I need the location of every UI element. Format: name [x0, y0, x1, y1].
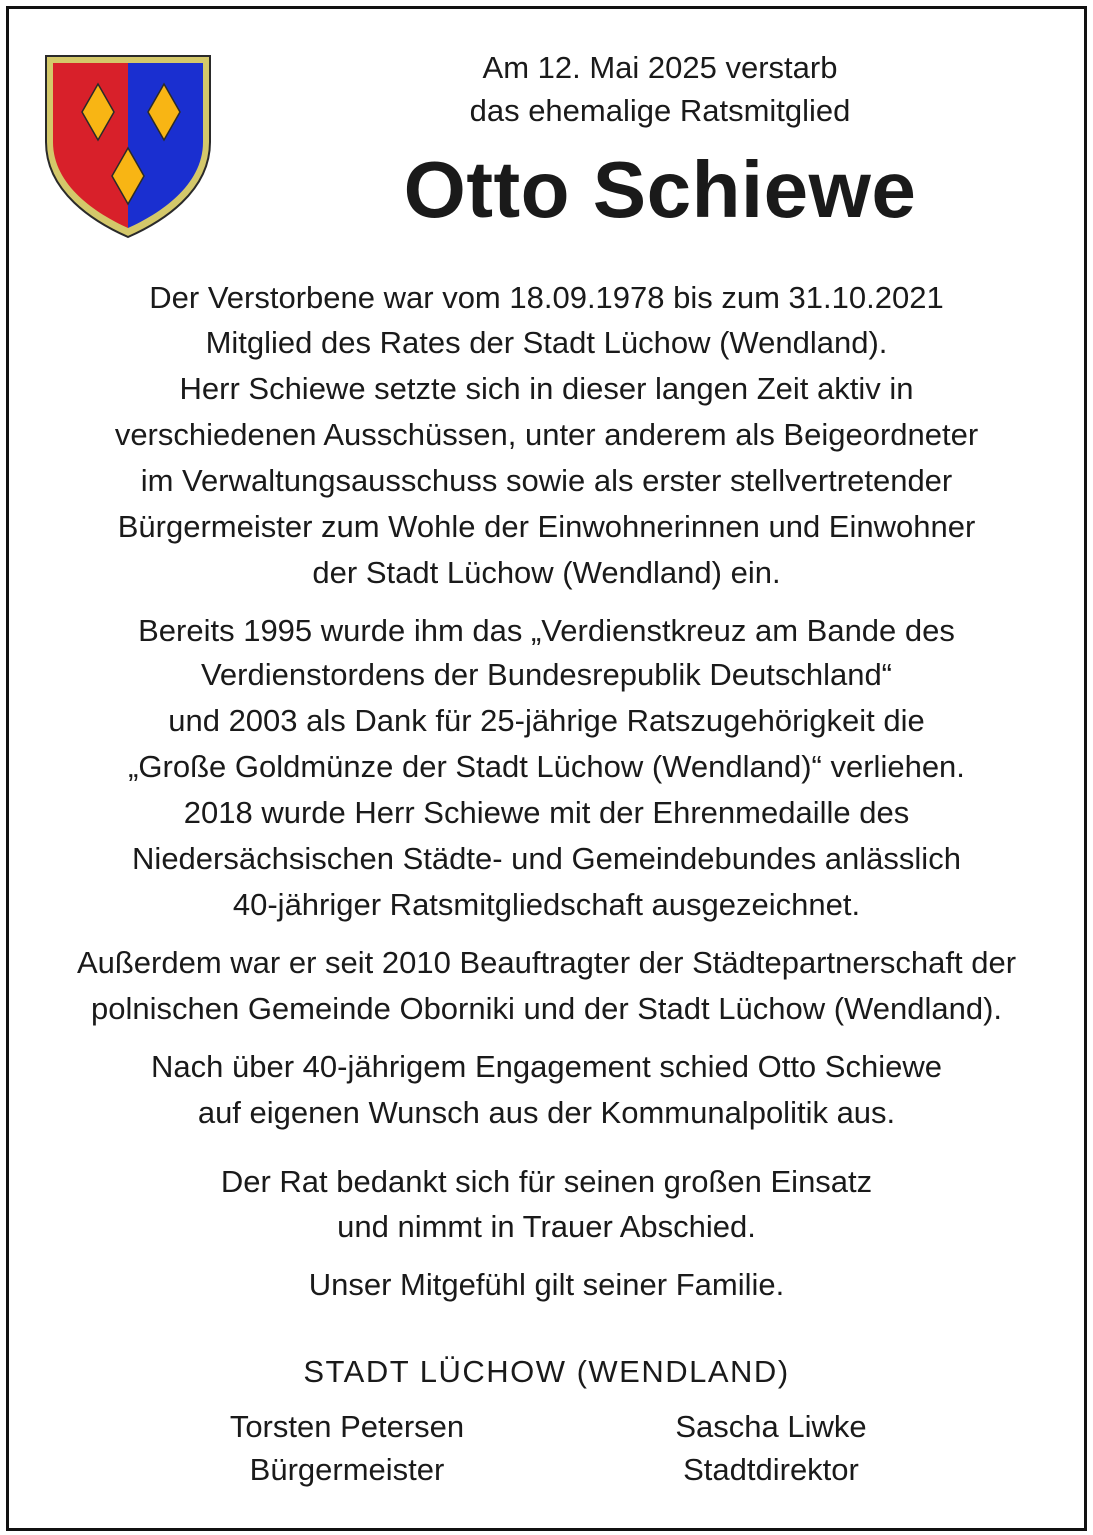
body-line: Mitglied des Rates der Stadt Lüchow (Wendland). [205, 325, 888, 360]
body-line: auf eigenen Wunsch aus der Kommunalpolitik aus. [197, 1095, 896, 1130]
body-line: Verdienstordens der Bundesrepublik Deutschland“ [200, 657, 893, 692]
signatory-title: Stadtdirektor [683, 1452, 859, 1487]
body-line: 40-jähriger Ratsmitgliedschaft ausgezeichnet. [232, 887, 861, 922]
body-line: verschiedenen Ausschüssen, unter anderem als Beigeordneter [114, 417, 979, 452]
coat-of-arms-icon [42, 52, 214, 240]
body-line: und nimmt in Trauer Abschied. [337, 1209, 756, 1244]
crest-red-half [53, 63, 128, 228]
body-line: und 2003 als Dank für 25-jährige Ratszugehörigkeit die [168, 703, 925, 738]
body-line: Der Rat bedankt sich für seinen großen Einsatz [220, 1164, 873, 1199]
body-line: Bereits 1995 wurde ihm das „Verdienstkreuz am Bande des [138, 613, 955, 648]
body-line: Der Verstorbene war vom 18.09.1978 bis zum 31.10.2021 [149, 280, 944, 315]
body-line: Herr Schiewe setzte sich in dieser langen Zeit aktiv in [179, 371, 914, 406]
body-line: polnischen Gemeinde Oborniki und der Stadt Lüchow (Wendland). [90, 991, 1003, 1026]
body-line: im Verwaltungsausschuss sowie als erster stellvertretender [140, 463, 953, 498]
body-line: „Große Goldmünze der Stadt Lüchow (Wendland)“ verliehen. [128, 749, 965, 784]
signatory-name: Sascha Liwke [675, 1409, 867, 1444]
body-line: Unser Mitgefühl gilt seiner Familie. [308, 1267, 785, 1302]
intro-line-2: das ehemalige Ratsmitglied [469, 93, 851, 128]
body-line: Bürgermeister zum Wohle der Einwohnerinnen und Einwohner [117, 509, 976, 544]
body-line: Niedersächsischen Städte- und Gemeindebundes anlässlich [132, 841, 961, 876]
signatory-title: Bürgermeister [249, 1452, 445, 1487]
signatory-name: Torsten Petersen [229, 1409, 465, 1444]
body-line: Außerdem war er seit 2010 Beauftragter der Städtepartnerschaft der [76, 945, 1017, 980]
deceased-name: Otto Schiewe [403, 145, 917, 234]
organization-name: STADT LÜCHOW (WENDLAND) [303, 1354, 790, 1389]
body-line: Nach über 40-jährigem Engagement schied Otto Schiewe [151, 1049, 942, 1084]
body-line: der Stadt Lüchow (Wendland) ein. [312, 555, 781, 590]
intro-line-1: Am 12. Mai 2025 verstarb [482, 50, 838, 85]
body-line: 2018 wurde Herr Schiewe mit der Ehrenmedaille des [183, 795, 910, 830]
